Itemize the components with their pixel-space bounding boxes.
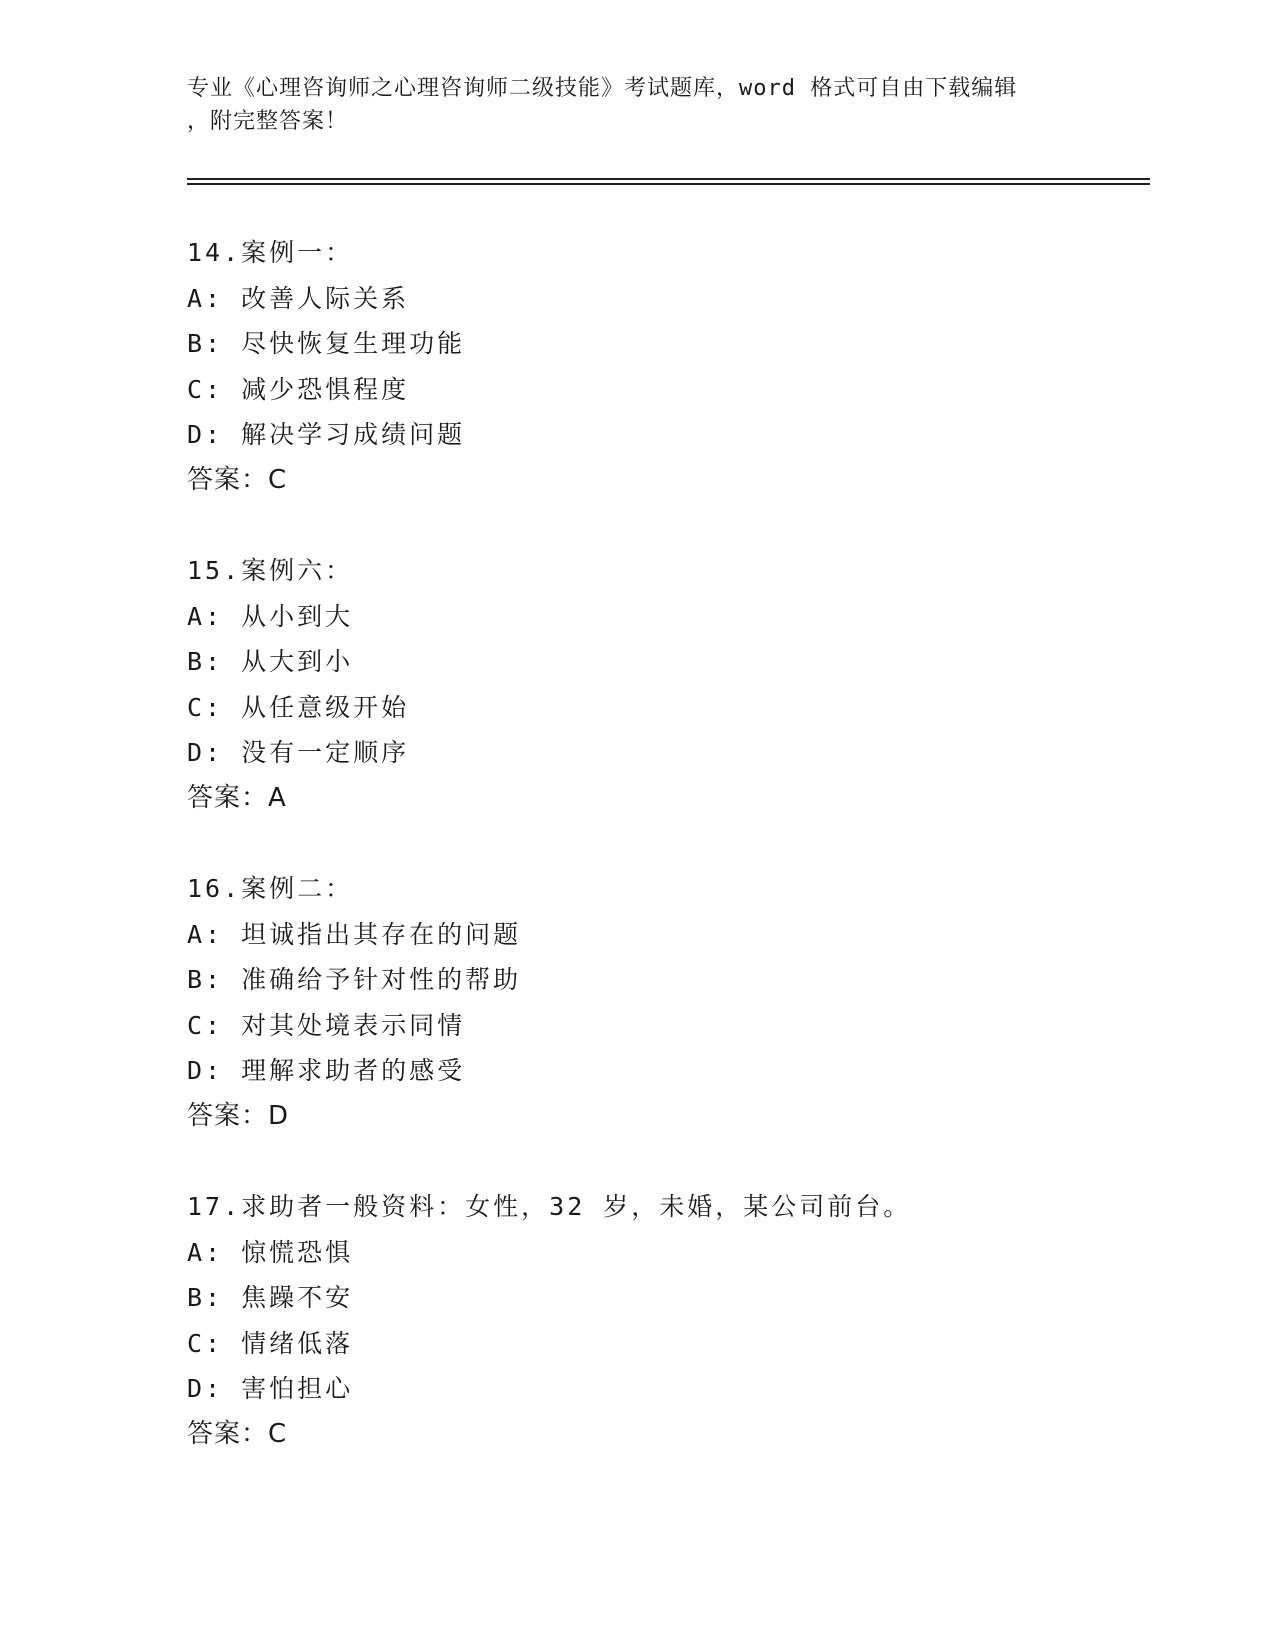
header-divider-top: [187, 178, 1150, 180]
option-d: [187, 1048, 1147, 1094]
option-letter: C:: [187, 1010, 224, 1040]
option-text: 情绪低落: [241, 1328, 354, 1358]
option-text: 从任意级开始: [241, 692, 410, 722]
option-b: [187, 321, 1147, 367]
document-header: [187, 72, 1087, 138]
question-stem: 17.求助者一般资料：女性，32 岁，未婚，某公司前台。: [187, 1192, 912, 1221]
option-text: 改善人际关系: [241, 283, 410, 313]
option-letter: B:: [187, 1283, 224, 1312]
option-text: 解决学习成绩问题: [241, 420, 466, 449]
option-text: 没有一定顺序: [241, 738, 410, 767]
answer-line: 答案：D: [187, 1100, 290, 1131]
question-17: [187, 1184, 1147, 1457]
option-d: [187, 412, 1147, 458]
option-letter: D:: [187, 1374, 224, 1403]
question-16: [187, 866, 1147, 1139]
option-letter: A:: [187, 601, 224, 631]
option-text: 对其处境表示同情: [241, 1010, 466, 1040]
option-letter: C:: [187, 1328, 224, 1358]
option-b: [187, 1275, 1147, 1321]
question-list: [187, 230, 1147, 1502]
option-text: 准确给予针对性的帮助: [241, 965, 522, 994]
question-15: [187, 548, 1147, 821]
option-a: [187, 912, 1147, 958]
option-letter: C:: [187, 692, 224, 722]
option-letter: D:: [187, 420, 224, 449]
option-text: 从大到小: [241, 647, 354, 676]
option-letter: D:: [187, 738, 224, 767]
header-divider-bottom: [187, 183, 1150, 185]
option-d: [187, 1366, 1147, 1412]
option-a: [187, 594, 1147, 640]
option-letter: A:: [187, 919, 224, 949]
option-letter: B:: [187, 647, 224, 676]
option-letter: B:: [187, 329, 224, 358]
option-text: 害怕担心: [241, 1374, 354, 1403]
option-a: [187, 1230, 1147, 1276]
option-d: [187, 730, 1147, 776]
option-a: [187, 276, 1147, 322]
answer-line: 答案：C: [187, 1418, 288, 1449]
option-text: 理解求助者的感受: [241, 1056, 466, 1085]
option-text: 从小到大: [241, 601, 354, 631]
header-line-2: ，附完整答案！: [187, 109, 349, 134]
option-c: [187, 685, 1147, 731]
option-b: [187, 957, 1147, 1003]
option-c: [187, 1321, 1147, 1367]
option-c: [187, 1003, 1147, 1049]
option-c: [187, 367, 1147, 413]
option-letter: A:: [187, 283, 224, 313]
question-14: [187, 230, 1147, 503]
option-text: 减少恐惧程度: [241, 374, 410, 404]
option-text: 尽快恢复生理功能: [241, 329, 466, 358]
option-letter: B:: [187, 965, 224, 994]
option-text: 焦躁不安: [241, 1283, 354, 1312]
option-b: [187, 639, 1147, 685]
option-text: 坦诚指出其存在的问题: [241, 919, 522, 949]
header-line-1: 专业《心理咨询师之心理咨询师二级技能》考试题库，word 格式可自由下载编辑: [187, 76, 1018, 101]
question-stem: 15.案例六：: [187, 556, 354, 585]
option-letter: D:: [187, 1056, 224, 1085]
question-stem: 16.案例二：: [187, 874, 354, 903]
option-text: 惊慌恐惧: [241, 1237, 354, 1267]
option-letter: A:: [187, 1237, 224, 1267]
option-letter: C:: [187, 374, 224, 404]
question-stem: 14.案例一：: [187, 238, 354, 267]
answer-line: 答案：A: [187, 782, 287, 813]
answer-line: 答案：C: [187, 464, 288, 495]
